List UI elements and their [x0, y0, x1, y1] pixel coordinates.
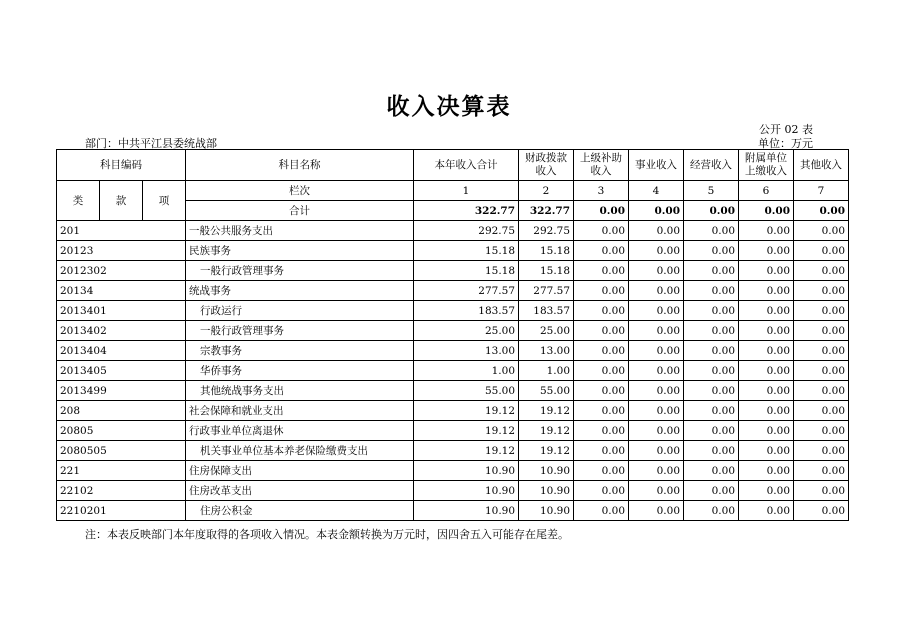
other-income: 0.00	[794, 261, 849, 281]
subject-name: 宗教事务	[186, 341, 414, 361]
table-row	[57, 241, 849, 261]
col-number: 3	[574, 181, 629, 201]
fiscal-income: 10.90	[519, 461, 574, 481]
fiscal-income: 292.75	[519, 221, 574, 241]
total-income: 25.00	[414, 321, 519, 341]
superior-subsidy-income: 0.00	[574, 361, 629, 381]
subject-name: 行政事业单位离退休	[186, 421, 414, 441]
total-value: 322.77	[519, 201, 574, 221]
operating-income: 0.00	[684, 501, 739, 521]
total-income: 10.90	[414, 461, 519, 481]
fiscal-income: 55.00	[519, 381, 574, 401]
business-income: 0.00	[629, 461, 684, 481]
subject-code: 208	[57, 401, 186, 421]
fiscal-income: 19.12	[519, 441, 574, 461]
operating-income: 0.00	[684, 241, 739, 261]
lanci-label: 栏次	[186, 181, 414, 201]
subject-name: 一般行政管理事务	[186, 261, 414, 281]
subject-code: 2013499	[57, 381, 186, 401]
col-header: 财政拨款收入	[519, 150, 574, 181]
total-income: 292.75	[414, 221, 519, 241]
total-income: 19.12	[414, 441, 519, 461]
total-value: 0.00	[574, 201, 629, 221]
total-income: 19.12	[414, 401, 519, 421]
table-row	[57, 421, 849, 441]
total-income: 15.18	[414, 241, 519, 261]
business-income: 0.00	[629, 421, 684, 441]
other-income: 0.00	[794, 281, 849, 301]
col-header: 事业收入	[629, 150, 684, 181]
subject-name: 民族事务	[186, 241, 414, 261]
col-number: 7	[794, 181, 849, 201]
subject-code: 2012302	[57, 261, 186, 281]
table-row	[57, 301, 849, 321]
unit-label: 单位：万元	[758, 137, 813, 150]
subject-name: 住房改革支出	[186, 481, 414, 501]
operating-income: 0.00	[684, 341, 739, 361]
superior-subsidy-income: 0.00	[574, 421, 629, 441]
business-income: 0.00	[629, 321, 684, 341]
superior-subsidy-income: 0.00	[574, 401, 629, 421]
subject-code: 2210201	[57, 501, 186, 521]
subject-code: 20123	[57, 241, 186, 261]
col-number: 2	[519, 181, 574, 201]
subject-code: 2013404	[57, 341, 186, 361]
subject-name: 统战事务	[186, 281, 414, 301]
subject-name: 住房保障支出	[186, 461, 414, 481]
total-income: 19.12	[414, 421, 519, 441]
total-income: 10.90	[414, 481, 519, 501]
superior-subsidy-income: 0.00	[574, 481, 629, 501]
col-number: 5	[684, 181, 739, 201]
table-body	[57, 221, 849, 521]
table-row	[57, 321, 849, 341]
fiscal-income: 19.12	[519, 421, 574, 441]
business-income: 0.00	[629, 221, 684, 241]
total-income: 183.57	[414, 301, 519, 321]
table-row	[57, 261, 849, 281]
business-income: 0.00	[629, 401, 684, 421]
name-header: 科目名称	[186, 150, 414, 181]
fiscal-income: 10.90	[519, 481, 574, 501]
operating-income: 0.00	[684, 301, 739, 321]
fiscal-income: 19.12	[519, 401, 574, 421]
income-table	[56, 149, 849, 521]
business-income: 0.00	[629, 441, 684, 461]
superior-subsidy-income: 0.00	[574, 381, 629, 401]
business-income: 0.00	[629, 261, 684, 281]
affiliated-unit-income: 0.00	[739, 461, 794, 481]
total-income: 277.57	[414, 281, 519, 301]
fiscal-income: 183.57	[519, 301, 574, 321]
affiliated-unit-income: 0.00	[739, 421, 794, 441]
affiliated-unit-income: 0.00	[739, 261, 794, 281]
table-row	[57, 341, 849, 361]
fiscal-income: 25.00	[519, 321, 574, 341]
table-row	[57, 381, 849, 401]
col-number: 4	[629, 181, 684, 201]
other-income: 0.00	[794, 221, 849, 241]
business-income: 0.00	[629, 301, 684, 321]
other-income: 0.00	[794, 241, 849, 261]
affiliated-unit-income: 0.00	[739, 241, 794, 261]
col-header: 本年收入合计	[414, 150, 519, 181]
subject-code: 20805	[57, 421, 186, 441]
subject-code: 2013405	[57, 361, 186, 381]
page-title: 收入决算表	[386, 94, 512, 120]
superior-subsidy-income: 0.00	[574, 341, 629, 361]
other-income: 0.00	[794, 361, 849, 381]
affiliated-unit-income: 0.00	[739, 501, 794, 521]
other-income: 0.00	[794, 401, 849, 421]
superior-subsidy-income: 0.00	[574, 441, 629, 461]
operating-income: 0.00	[684, 321, 739, 341]
kuan-header: 款	[100, 181, 143, 221]
total-income: 1.00	[414, 361, 519, 381]
header-row	[57, 150, 849, 181]
operating-income: 0.00	[684, 441, 739, 461]
total-label: 合计	[186, 201, 414, 221]
other-income: 0.00	[794, 481, 849, 501]
subject-code: 22102	[57, 481, 186, 501]
superior-subsidy-income: 0.00	[574, 461, 629, 481]
total-value: 0.00	[739, 201, 794, 221]
xiang-header: 项	[143, 181, 186, 221]
superior-subsidy-income: 0.00	[574, 321, 629, 341]
subject-code: 20134	[57, 281, 186, 301]
subject-name: 其他统战事务支出	[186, 381, 414, 401]
col-number: 6	[739, 181, 794, 201]
subject-code: 2013402	[57, 321, 186, 341]
operating-income: 0.00	[684, 421, 739, 441]
business-income: 0.00	[629, 281, 684, 301]
affiliated-unit-income: 0.00	[739, 401, 794, 421]
subject-code: 2013401	[57, 301, 186, 321]
lei-header: 类	[57, 181, 100, 221]
table-row	[57, 501, 849, 521]
business-income: 0.00	[629, 481, 684, 501]
lanci-row	[57, 181, 849, 201]
fiscal-income: 10.90	[519, 501, 574, 521]
subject-name: 行政运行	[186, 301, 414, 321]
superior-subsidy-income: 0.00	[574, 301, 629, 321]
affiliated-unit-income: 0.00	[739, 381, 794, 401]
superior-subsidy-income: 0.00	[574, 221, 629, 241]
operating-income: 0.00	[684, 361, 739, 381]
subject-name: 住房公积金	[186, 501, 414, 521]
total-income: 55.00	[414, 381, 519, 401]
fiscal-income: 13.00	[519, 341, 574, 361]
other-income: 0.00	[794, 321, 849, 341]
subject-code: 2080505	[57, 441, 186, 461]
col-header: 上级补助收入	[574, 150, 629, 181]
operating-income: 0.00	[684, 481, 739, 501]
fiscal-income: 277.57	[519, 281, 574, 301]
subject-name: 机关事业单位基本养老保险缴费支出	[186, 441, 414, 461]
table-row	[57, 281, 849, 301]
other-income: 0.00	[794, 461, 849, 481]
fiscal-income: 15.18	[519, 261, 574, 281]
total-value: 0.00	[684, 201, 739, 221]
subject-code: 221	[57, 461, 186, 481]
superior-subsidy-income: 0.00	[574, 281, 629, 301]
col-header: 其他收入	[794, 150, 849, 181]
total-value: 322.77	[414, 201, 519, 221]
operating-income: 0.00	[684, 461, 739, 481]
subject-name: 社会保障和就业支出	[186, 401, 414, 421]
operating-income: 0.00	[684, 221, 739, 241]
table-row	[57, 441, 849, 461]
total-value: 0.00	[629, 201, 684, 221]
business-income: 0.00	[629, 241, 684, 261]
affiliated-unit-income: 0.00	[739, 441, 794, 461]
table-row	[57, 221, 849, 241]
table-row	[57, 481, 849, 501]
subject-name: 一般行政管理事务	[186, 321, 414, 341]
operating-income: 0.00	[684, 281, 739, 301]
affiliated-unit-income: 0.00	[739, 341, 794, 361]
business-income: 0.00	[629, 501, 684, 521]
fiscal-income: 15.18	[519, 241, 574, 261]
other-income: 0.00	[794, 381, 849, 401]
other-income: 0.00	[794, 341, 849, 361]
affiliated-unit-income: 0.00	[739, 361, 794, 381]
form-number: 公开 02 表	[759, 123, 813, 136]
affiliated-unit-income: 0.00	[739, 321, 794, 341]
business-income: 0.00	[629, 361, 684, 381]
operating-income: 0.00	[684, 401, 739, 421]
table-row	[57, 401, 849, 421]
code-group-header: 科目编码	[57, 150, 186, 181]
superior-subsidy-income: 0.00	[574, 501, 629, 521]
superior-subsidy-income: 0.00	[574, 261, 629, 281]
operating-income: 0.00	[684, 261, 739, 281]
total-income: 15.18	[414, 261, 519, 281]
affiliated-unit-income: 0.00	[739, 281, 794, 301]
affiliated-unit-income: 0.00	[739, 481, 794, 501]
other-income: 0.00	[794, 501, 849, 521]
operating-income: 0.00	[684, 381, 739, 401]
total-income: 13.00	[414, 341, 519, 361]
superior-subsidy-income: 0.00	[574, 241, 629, 261]
table-row	[57, 361, 849, 381]
subject-name: 华侨事务	[186, 361, 414, 381]
col-header: 经营收入	[684, 150, 739, 181]
col-header: 附属单位上缴收入	[739, 150, 794, 181]
department-label: 部门：中共平江县委统战部	[85, 137, 217, 150]
footnote: 注：本表反映部门本年度取得的各项收入情况。本表金额转换为万元时，因四舍五入可能存在尾差。	[85, 528, 569, 541]
subject-name: 一般公共服务支出	[186, 221, 414, 241]
fiscal-income: 1.00	[519, 361, 574, 381]
business-income: 0.00	[629, 341, 684, 361]
total-value: 0.00	[794, 201, 849, 221]
col-number: 1	[414, 181, 519, 201]
total-income: 10.90	[414, 501, 519, 521]
other-income: 0.00	[794, 441, 849, 461]
other-income: 0.00	[794, 301, 849, 321]
affiliated-unit-income: 0.00	[739, 301, 794, 321]
table-row	[57, 461, 849, 481]
affiliated-unit-income: 0.00	[739, 221, 794, 241]
subject-code: 201	[57, 221, 186, 241]
other-income: 0.00	[794, 421, 849, 441]
business-income: 0.00	[629, 381, 684, 401]
